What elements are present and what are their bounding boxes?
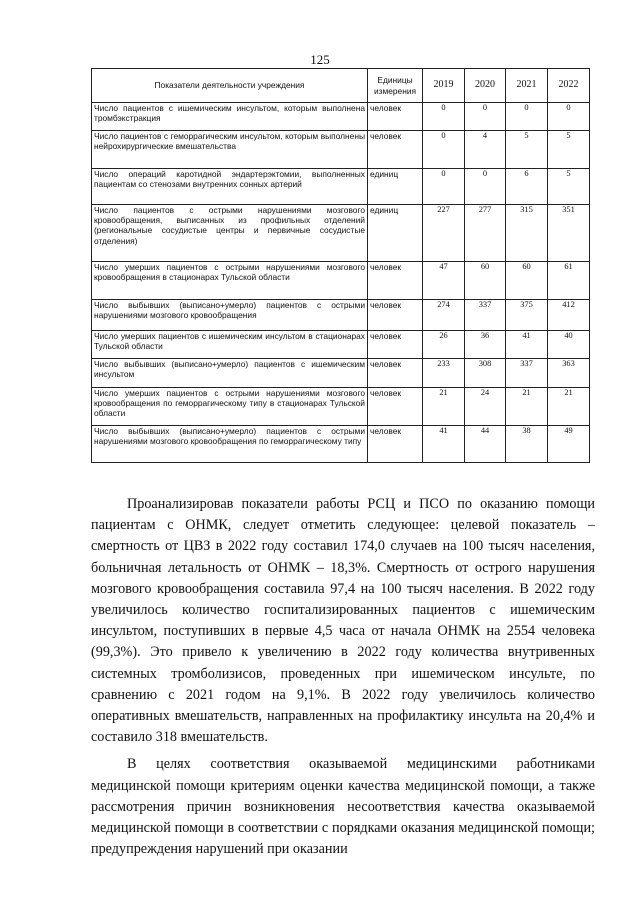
value-cell-2022: 61 — [548, 262, 590, 300]
value-cell-2021: 41 — [506, 331, 548, 359]
indicator-cell: Число пациентов с острыми нарушениями мозгового кровообращения, выписанных из профильных отделений (региональные сосудистые центры и первичные сосудистые отделения) — [92, 205, 368, 262]
value-cell-2022: 0 — [548, 103, 590, 131]
value-cell-2021: 21 — [506, 388, 548, 426]
paragraph: В целях соответствия оказываемой медицинскими работниками медицинской помощи критериям оценки качества медицинской помощи, а также рассмотрения причин возникновения несоответствия качества оказываемой медицинской помощи в соответствии с порядками оказания медицинской помощи; предупреждения нарушений при оказании — [91, 756, 595, 858]
unit-cell: единиц — [368, 205, 423, 262]
unit-cell: человек — [368, 426, 423, 463]
indicator-cell: Число умерших пациентов с острыми нарушениями мозгового кровообращения по геморрагическому типу в стационарах Тульской области — [92, 388, 368, 426]
table-row — [92, 131, 590, 169]
value-cell-2021: 5 — [506, 131, 548, 169]
value-cell-2019: 47 — [423, 262, 465, 300]
value-cell-2020: 337 — [465, 300, 506, 331]
table-row — [92, 426, 590, 463]
value-cell-2020: 0 — [465, 103, 506, 131]
paragraph: Проанализировав показатели работы РСЦ и ПСО по оказанию помощи пациентам с ОНМК, следует отметить следующее: целевой показатель – смертность от ЦВЗ в 2022 году составил 174,0 случаев на 100 тысяч населения, больничная летальность от ОНМК – 18,3%. Смертность от острого нарушения мозгового кровообращения составила 97,4 на 100 тысяч населения. В 2022 году увеличилось количество госпитализированных пациентов с ишемическим инсультом, поступивших в первые 4,5 часа от начала ОНМК на 2554 человека (99,3%). Это привело к увеличению в 2022 году количества внутривенных системных тромболизисов, проведенных при ишемическом инсульте, по сравнению с 2021 годом на 9,1%. В 2022 году увеличилось количество оперативных вмешательств, направленных на профилактику инсульта на 20,4% и составило 318 вмешательств. — [91, 496, 595, 746]
value-cell-2020: 36 — [465, 331, 506, 359]
indicator-cell: Число выбывших (выписано+умерло) пациентов с острыми нарушениями мозгового кровообращения — [92, 300, 368, 331]
unit-cell: человек — [368, 359, 423, 388]
table-row — [92, 300, 590, 331]
unit-cell: человек — [368, 300, 423, 331]
header-unit: Единицы измерения — [368, 69, 423, 103]
value-cell-2020: 308 — [465, 359, 506, 388]
indicator-cell: Число умерших пациентов с острыми нарушениями мозгового кровообращения в стационарах Тульской области — [92, 262, 368, 300]
table-row — [92, 359, 590, 388]
table-header-row — [92, 69, 590, 103]
value-cell-2022: 363 — [548, 359, 590, 388]
value-cell-2020: 277 — [465, 205, 506, 262]
value-cell-2019: 233 — [423, 359, 465, 388]
value-cell-2019: 274 — [423, 300, 465, 331]
value-cell-2020: 60 — [465, 262, 506, 300]
value-cell-2019: 0 — [423, 103, 465, 131]
table-row — [92, 388, 590, 426]
unit-cell: человек — [368, 331, 423, 359]
value-cell-2019: 41 — [423, 426, 465, 463]
value-cell-2020: 4 — [465, 131, 506, 169]
indicator-cell: Число умерших пациентов с ишемическим инсультом в стационарах Тульской области — [92, 331, 368, 359]
value-cell-2022: 5 — [548, 169, 590, 205]
header-year-2022: 2022 — [548, 69, 590, 103]
value-cell-2019: 21 — [423, 388, 465, 426]
value-cell-2022: 40 — [548, 331, 590, 359]
header-indicator: Показатели деятельности учреждения — [92, 69, 368, 103]
indicator-cell: Число выбывших (выписано+умерло) пациентов с ишемическим инсультом — [92, 359, 368, 388]
header-year-2021: 2021 — [506, 69, 548, 103]
value-cell-2021: 0 — [506, 103, 548, 131]
unit-cell: человек — [368, 388, 423, 426]
value-cell-2019: 26 — [423, 331, 465, 359]
unit-cell: единиц — [368, 169, 423, 205]
value-cell-2022: 21 — [548, 388, 590, 426]
value-cell-2022: 49 — [548, 426, 590, 463]
header-year-2019: 2019 — [423, 69, 465, 103]
value-cell-2021: 38 — [506, 426, 548, 463]
indicators-table — [91, 68, 590, 463]
header-year-2020: 2020 — [465, 69, 506, 103]
value-cell-2019: 227 — [423, 205, 465, 262]
value-cell-2021: 315 — [506, 205, 548, 262]
value-cell-2021: 60 — [506, 262, 548, 300]
value-cell-2022: 5 — [548, 131, 590, 169]
value-cell-2021: 375 — [506, 300, 548, 331]
indicator-cell: Число выбывших (выписано+умерло) пациентов с острыми нарушениями мозгового кровообращения по геморрагическому типу — [92, 426, 368, 463]
indicator-cell: Число операций каротидной эндартерэктомии, выполненных пациентам со стенозами внутренних сонных артерий — [92, 169, 368, 205]
unit-cell: человек — [368, 262, 423, 300]
unit-cell: человек — [368, 131, 423, 169]
value-cell-2021: 6 — [506, 169, 548, 205]
value-cell-2020: 44 — [465, 426, 506, 463]
indicator-cell: Число пациентов с геморрагическим инсультом, которым выполнены нейрохирургические вмешательства — [92, 131, 368, 169]
body-text — [91, 494, 595, 860]
table-row — [92, 169, 590, 205]
value-cell-2020: 0 — [465, 169, 506, 205]
value-cell-2019: 0 — [423, 131, 465, 169]
value-cell-2022: 351 — [548, 205, 590, 262]
value-cell-2021: 337 — [506, 359, 548, 388]
page-number: 125 — [310, 52, 330, 67]
table-row — [92, 205, 590, 262]
table-row — [92, 103, 590, 131]
indicator-cell: Число пациентов с ишемическим инсультом, которым выполнена тромбэкстракция — [92, 103, 368, 131]
table-row — [92, 331, 590, 359]
value-cell-2019: 0 — [423, 169, 465, 205]
value-cell-2022: 412 — [548, 300, 590, 331]
unit-cell: человек — [368, 103, 423, 131]
value-cell-2020: 24 — [465, 388, 506, 426]
table-row — [92, 262, 590, 300]
